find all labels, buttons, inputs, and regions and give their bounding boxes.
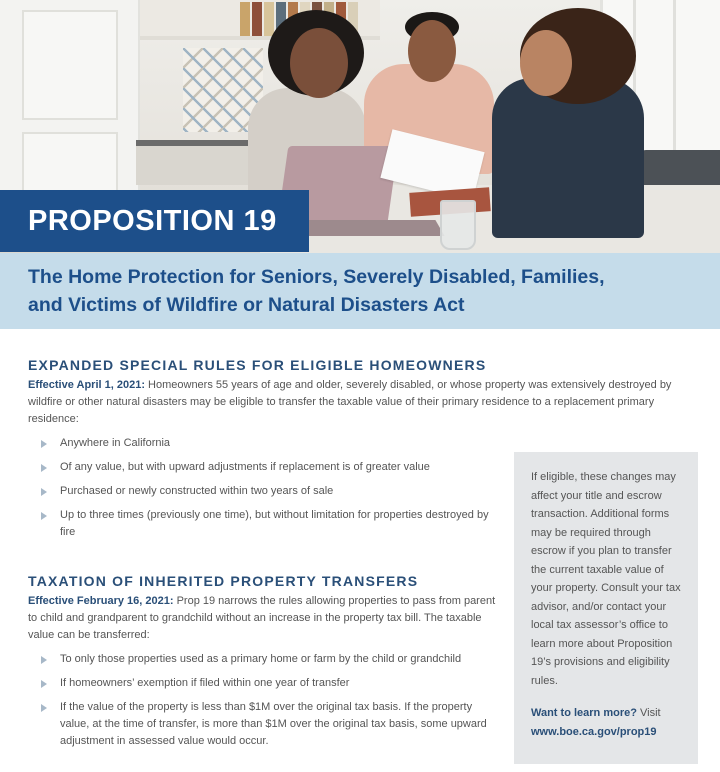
arrow-bullet-icon	[41, 656, 47, 664]
section-paragraph	[28, 593, 498, 644]
list-item: To only those properties used as a primary home or farm by the child or grandchild	[28, 651, 498, 668]
counter	[136, 140, 256, 185]
sidebar-text: If eligible, these changes may affect your title and escrow transaction. Additional forms may be required through escrow if you plan to transfer the current taxable value of your property. Consult your tax advisor, and/or contact your local tax assessor’s office to learn more about Proposition 19’s provisions and eligibility rules.	[531, 471, 681, 687]
paragraph-body: Homeowners 55 years of age and older, severely disabled, or whose property was extensively destroyed by wildfire or other natural disasters may be eligible to transfer the taxable value of their primary residence to a replacement primary residence:	[28, 379, 672, 425]
arrow-bullet-icon	[41, 704, 47, 712]
section-heading: EXPANDED SPECIAL RULES FOR ELIGIBLE HOMEOWNERS	[28, 357, 487, 373]
subtitle-line-1: The Home Protection for Seniors, Severely Disabled, Families,	[28, 266, 605, 288]
arrow-bullet-icon	[41, 488, 47, 496]
arrow-bullet-icon	[41, 512, 47, 520]
subtitle-band	[0, 253, 720, 329]
bullet-list	[28, 435, 498, 541]
list-item: If the value of the property is less than $1M over the original tax basis. If the property value, at the time of transfer, is more than $1M over the original tax basis, some upward adjustment in assessed value would occur.	[28, 699, 498, 750]
list-item: Up to three times (previously one time), but without limitation for properties destroyed by fire	[28, 507, 498, 541]
arrow-bullet-icon	[41, 440, 47, 448]
bullet-list	[28, 651, 498, 750]
paragraph-body: Prop 19 narrows the rules allowing properties to pass from parent to child and grandparent to grandchild without an increase in the property tax bill. The taxable value can be transferred:	[28, 595, 496, 641]
info-sidebar	[514, 452, 698, 764]
water-glass	[440, 200, 476, 250]
learn-more-question: Want to learn more?	[531, 707, 637, 719]
title-banner	[0, 190, 309, 252]
arrow-bullet-icon	[41, 680, 47, 688]
learn-more-link[interactable]: www.boe.ca.gov/prop19	[531, 725, 657, 738]
effective-date: Effective February 16, 2021:	[28, 595, 174, 607]
effective-date: Effective April 1, 2021:	[28, 379, 145, 391]
kitchen-cabinet	[0, 0, 140, 200]
learn-more	[531, 704, 684, 741]
subtitle-line-2: and Victims of Wildfire or Natural Disasters Act	[28, 294, 465, 316]
learn-more-visit: Visit	[636, 707, 661, 719]
page-title: PROPOSITION 19	[28, 204, 277, 237]
list-item: If homeowners’ exemption if filed within one year of transfer	[28, 675, 498, 692]
list-item: Of any value, but with upward adjustments if replacement is of greater value	[28, 459, 498, 476]
laptop-base	[295, 220, 444, 236]
arrow-bullet-icon	[41, 464, 47, 472]
section-inherited-transfers	[28, 573, 498, 757]
list-item: Anywhere in California	[28, 435, 498, 452]
section-paragraph	[28, 377, 688, 428]
section-heading: TAXATION OF INHERITED PROPERTY TRANSFERS	[28, 573, 419, 589]
list-item: Purchased or newly constructed within two years of sale	[28, 483, 498, 500]
